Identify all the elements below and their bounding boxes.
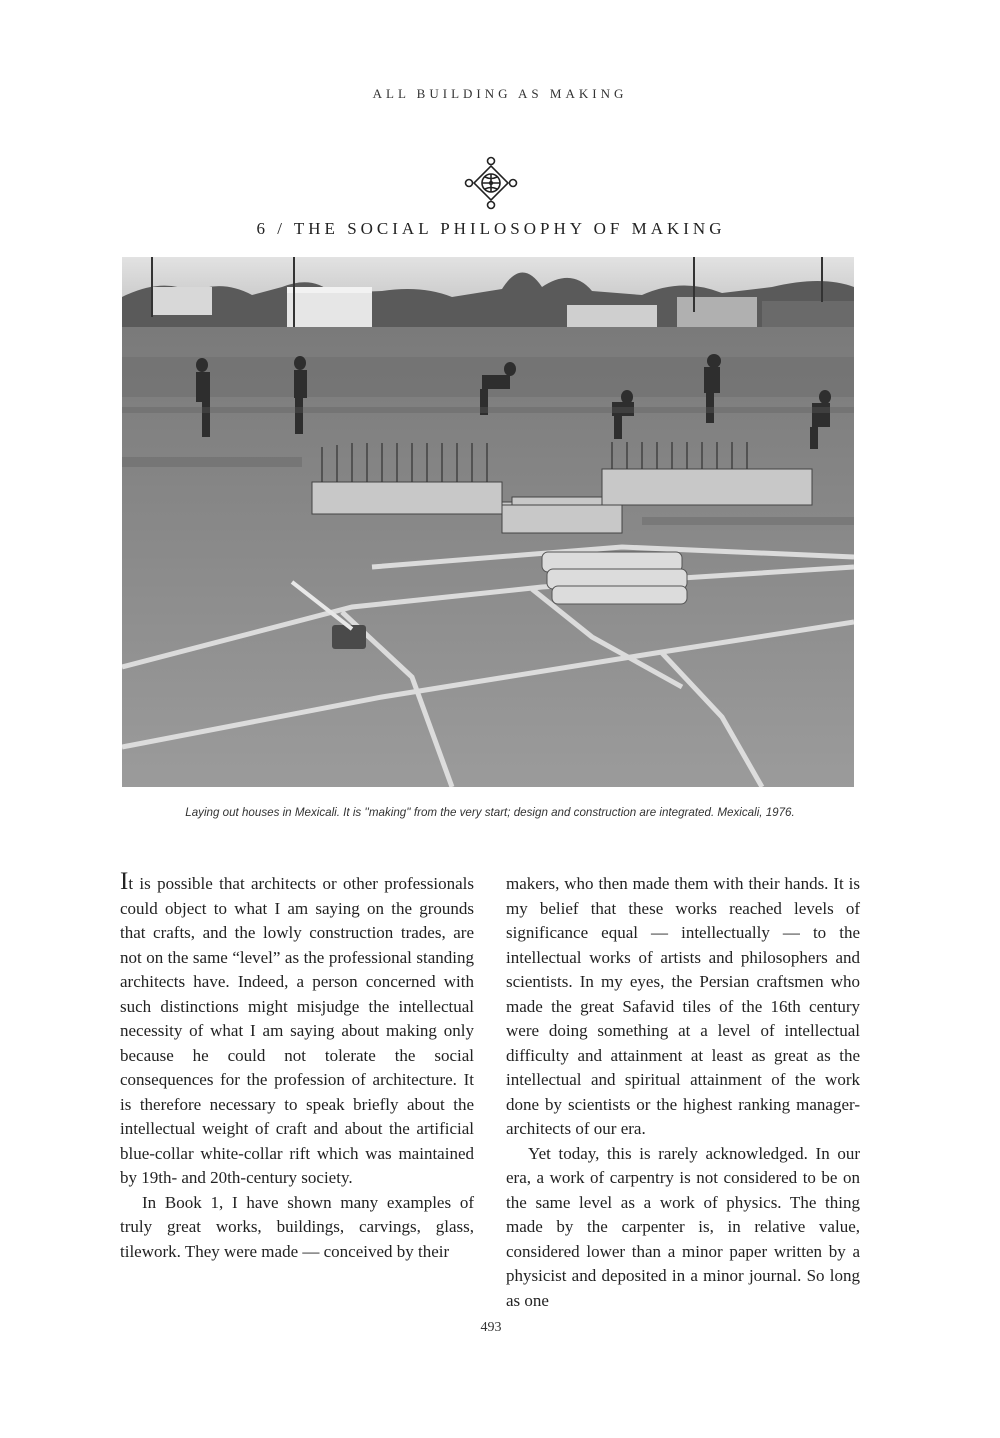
chapter-title: 6 / THE SOCIAL PHILOSOPHY OF MAKING [256, 219, 726, 238]
figure-caption: Laying out houses in Mexicali. It is ''making'' from the very start; design and construction are integrated. Mexicali, 1976. [185, 806, 795, 819]
ornament-icon [464, 156, 518, 210]
running-head: ALL BUILDING AS MAKING [372, 86, 628, 101]
paragraph [120, 868, 474, 1191]
paragraph-text: t is possible that architects or other professionals could object to what I am saying on the grounds that crafts, and the lowly construction trades, are not on the same “level” as the professional standing architects have. Indeed, a person concerned with such distinctions might misjudge the intellectual necessity of what I am saying about making only because he could not tolerate the social consequences for the profession of architecture. It is therefore necessary to speak briefly about the intellectual weight of craft and about the artificial blue-collar white-collar rift which was maintained by 19th- and 20th-century society. [120, 874, 474, 1187]
figure-photo [122, 257, 854, 787]
page-number: 493 [480, 1320, 502, 1335]
body-column-left [120, 868, 474, 1264]
initial-letter: I [120, 868, 129, 895]
paragraph: makers, who then made them with their hands. It is my belief that these works reached levels of significance equal — intellectually — to the intellectual works of artists and philosophers and scientists. In my eyes, the Persian craftsmen who made the great Safavid tiles of the 16th century were doing something at a level of intellectual difficulty and attainment at least as great as the intellectual and spiritual attainment of the work done by scientists or the highest ranking manager-architects of our era. [506, 874, 860, 1138]
paragraph: Yet today, this is rarely acknowledged. In our era, a work of carpentry is not considered to be on the same level as a work of physics. The thing made by the carpenter is, in relative value, considered lower than a minor paper written by a physicist and deposited in a minor journal. So long as one [506, 1143, 860, 1310]
paragraph: In Book 1, I have shown many examples of truly great works, buildings, carvings, glass, tilework. They were made — conceived by their [120, 1192, 474, 1261]
body-column-right [506, 872, 860, 1313]
